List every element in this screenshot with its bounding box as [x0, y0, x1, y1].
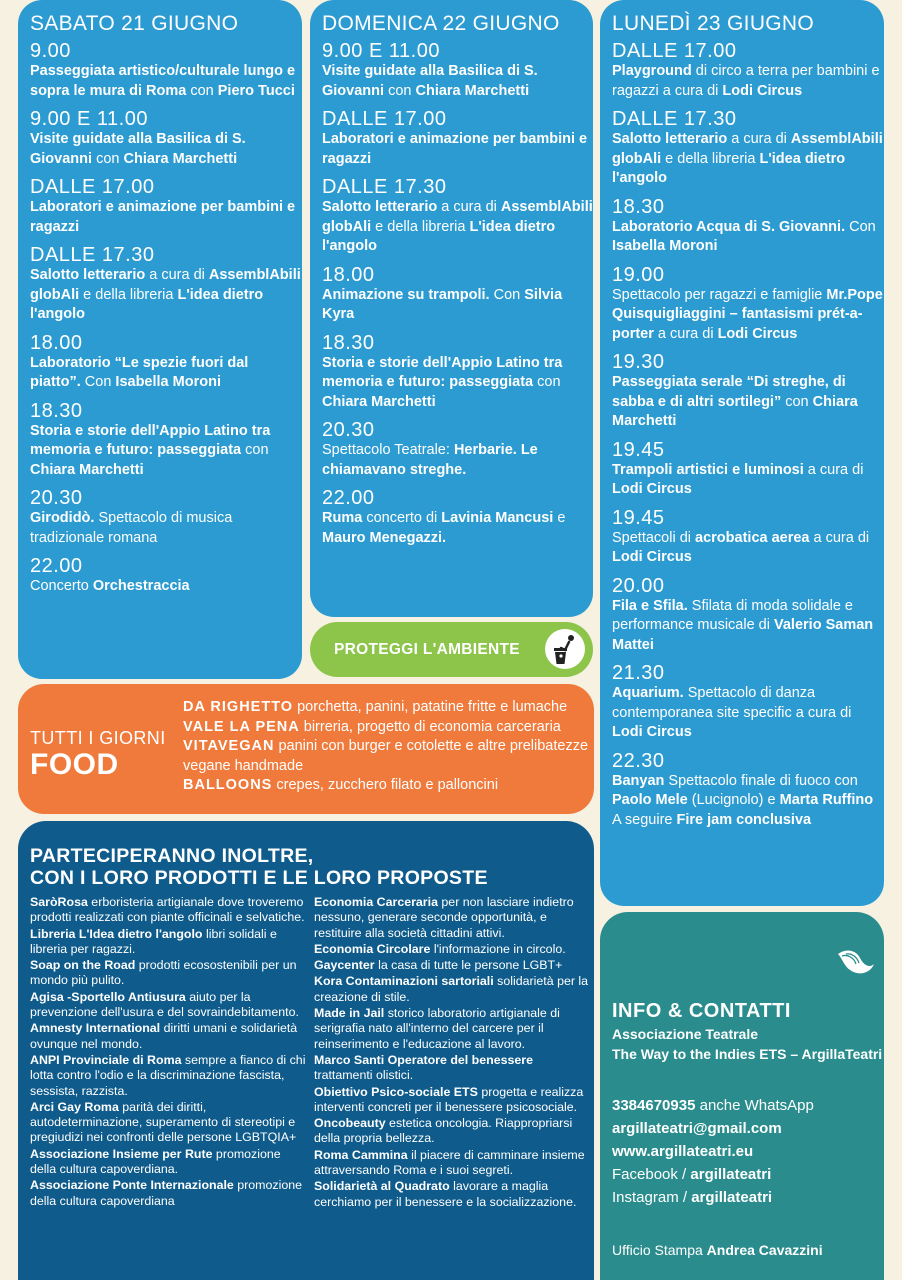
food-item: DA RIGHETTO porchetta, panini, patatine fritte e lumache	[183, 699, 568, 715]
event-time: 9.00 E 11.00	[30, 108, 148, 130]
event-item	[30, 108, 302, 169]
event-time: 22.30	[612, 749, 665, 772]
participant-item: SaròRosa erboristeria artigianale dove troveremo prodotti realizzati con piante officinali e selvatiche.	[30, 895, 305, 925]
participant-item: Gaycenter la casa di tutte le persone LGBT+	[314, 958, 563, 973]
participant-item: Amnesty International diritti umani e solidarietà ovunque nel mondo.	[30, 1021, 298, 1051]
food-label: FOOD	[30, 748, 119, 781]
event-description: Visite guidate alla Basilica di S. Giovanni con Chiara Marchetti	[322, 63, 538, 99]
participant-item: Made in Jail storico laboratorio artigianale di serigrafia nato all'interno del carcere per il reinserimento e l'educazione al lavoro.	[314, 1006, 560, 1051]
event-time: DALLE 17.00	[322, 108, 447, 130]
event-item	[322, 176, 593, 257]
participants-title: PARTECIPERANNO INOLTRE, CON I LORO PRODOTTI E LE LORO PROPOSTE	[30, 845, 488, 889]
event-item	[612, 40, 884, 101]
day-title: SABATO 21 GIUGNO	[30, 12, 239, 35]
participant-item: Associazione Insieme per Rute promozione della cultura capoverdiana.	[30, 1146, 281, 1177]
event-list	[612, 40, 884, 830]
event-item	[612, 196, 884, 257]
event-time: 20.30	[30, 487, 83, 509]
participant-item: Oncobeauty estetica oncologia. Riappropriarsi della propria bellezza.	[314, 1116, 573, 1146]
food-panel	[18, 684, 594, 814]
participants-panel	[18, 821, 594, 1280]
food-item: VALE LA PENA birreria, progetto di economia carceraria	[183, 718, 561, 735]
event-time: 19.30	[612, 351, 665, 373]
instagram-link[interactable]: Instagram / argillateatri	[612, 1189, 773, 1206]
participant-item: Associazione Ponte Internazionale promozione della cultura capoverdiana	[30, 1178, 302, 1208]
event-item	[30, 487, 302, 548]
event-description: Laboratorio “Le spezie fuori dal piatto”. Con Isabella Moroni	[30, 354, 249, 390]
event-description: Ruma concerto di Lavinia Mancusi e Mauro Menegazzi.	[322, 510, 566, 546]
event-time: DALLE 17.30	[612, 108, 737, 130]
event-time: 19.00	[612, 263, 665, 286]
event-item	[612, 575, 884, 656]
website-link[interactable]: www.argillateatri.eu	[612, 1143, 754, 1160]
logo-icon	[836, 948, 876, 983]
event-time: DALLE 17.30	[30, 244, 155, 266]
facebook-link[interactable]: Facebook / argillateatri	[612, 1166, 772, 1183]
event-description: Playground di circo a terra per bambini e ragazzi a cura di Lodi Circus	[612, 63, 880, 99]
event-item	[30, 400, 302, 481]
participant-item: Economia Circolare l'informazione in circolo.	[314, 941, 566, 956]
event-description: Spettacolo Teatrale: Herbarie. Le chiamavano streghe.	[322, 442, 538, 478]
event-time: 18.30	[612, 195, 665, 218]
event-item	[30, 332, 302, 393]
event-description: Aquarium. Spettacolo di danza contemporanea site specific a cura di Lodi Circus	[612, 685, 852, 740]
event-description: Salotto letterario a cura di AssemblAbili globAli e della libreria L'idea dietro l'angolo	[30, 267, 301, 322]
participants-column	[30, 895, 310, 1210]
event-item	[612, 750, 884, 831]
food-list	[183, 698, 589, 796]
event-item	[322, 332, 593, 413]
event-time: 21.30	[612, 662, 665, 684]
event-item	[322, 419, 593, 480]
event-description: Salotto letterario a cura di AssemblAbili globAli e della libreria L'idea dietro l'angolo	[612, 131, 883, 186]
event-time: 9.00	[30, 40, 71, 62]
event-description: Concerto Orchestraccia	[30, 578, 190, 594]
participant-item: Arci Gay Roma parità dei diritti, autodeterminazione, superamento di stereotipi e pregiudizi nei confronti delle persone LGBTQIA+	[30, 1099, 297, 1145]
participant-item: Agisa -Sportello Antiusura aiuto per la prevenzione dell'usura e del sovraindebitamento.	[30, 989, 299, 1020]
event-item	[322, 40, 593, 101]
participant-item: Obiettivo Psico-sociale ETS progetta e realizza interventi concreti per il benessere psicosociale.	[314, 1084, 584, 1114]
food-label-everyday: TUTTI I GIORNI	[30, 728, 166, 748]
event-description: Storia e storie dell'Appio Latino tra memoria e futuro: passeggiata con Chiara Marchetti	[30, 422, 271, 478]
food-item: BALLOONS crepes, zucchero filato e palloncini	[183, 777, 499, 793]
press-office: Ufficio Stampa Andrea Cavazzini	[612, 1242, 823, 1258]
participants-column	[314, 895, 592, 1211]
event-time: 19.45	[612, 438, 665, 461]
participant-item: Marco Santi Operatore del benessere trattamenti olistici.	[314, 1052, 533, 1083]
event-list	[30, 40, 302, 597]
event-description: Passeggiata serale “Di streghe, di sabba e di altri sortilegi” con Chiara Marchetti	[612, 374, 858, 429]
event-description: Passeggiata artistico/culturale lungo e sopra le mura di Roma con Piero Tucci	[30, 63, 296, 99]
day-title: DOMENICA 22 GIUGNO	[322, 12, 560, 35]
event-item	[30, 40, 302, 101]
participant-item: Roma Cammina il piacere di camminare insieme attraversando Roma e i suoi segreti.	[314, 1147, 585, 1178]
event-time: 18.00	[322, 263, 375, 286]
info-title: INFO & CONTATTI	[612, 1000, 791, 1022]
event-description: Storia e storie dell'Appio Latino tra memoria e futuro: passeggiata con Chiara Marchetti	[322, 354, 563, 410]
event-description: Animazione su trampoli. Con Silvia Kyra	[322, 286, 563, 322]
event-item	[612, 108, 884, 189]
event-item	[30, 244, 302, 325]
info-panel	[600, 912, 884, 1280]
event-item	[612, 439, 884, 500]
day-panel-saturday	[18, 0, 302, 679]
event-item	[30, 176, 302, 237]
event-time: DALLE 17.00	[612, 40, 737, 62]
event-description: Visite guidate alla Basilica di S. Giovanni con Chiara Marchetti	[30, 131, 246, 167]
event-description: Trampoli artistici e luminosi a cura di Lodi Circus	[612, 461, 864, 497]
event-description: Fila e Sfila. Sfilata di moda solidale e performance musicale di Valerio Saman Mattei	[612, 597, 874, 653]
event-item	[322, 487, 593, 548]
event-description: Salotto letterario a cura di AssemblAbili globAli e della libreria L'idea dietro l'angolo	[322, 199, 593, 254]
event-item	[322, 264, 593, 325]
participant-item: Economia Carceraria per non lasciare indietro nessuno, generare seconde opportunità, e restituire alla società cittadini attivi.	[314, 895, 574, 940]
event-time: 18.00	[30, 331, 83, 354]
participant-item: Soap on the Road prodotti ecosostenibili per un mondo più pulito.	[30, 958, 297, 988]
phone[interactable]: 3384670935 anche WhatsApp	[612, 1097, 814, 1114]
day-panel-sunday	[310, 0, 593, 617]
environment-label: PROTEGGI L'AMBIENTE	[334, 641, 520, 658]
organization: Associazione Teatrale The Way to the Indies ETS – ArgillaTeatri	[612, 1026, 883, 1062]
event-time: 22.00	[30, 555, 83, 577]
event-time: 20.00	[612, 574, 665, 597]
environment-banner	[310, 622, 593, 677]
event-description: Laboratorio Acqua di S. Giovanni. Con Isabella Moroni	[612, 218, 876, 254]
event-list	[322, 40, 593, 548]
event-item	[30, 555, 302, 597]
event-description: Banyan Spettacolo finale di fuoco con Paolo Mele (Lucignolo) e Marta Ruffino A seguire Fire jam conclusiva	[612, 772, 874, 828]
event-description: Laboratori e animazione per bambini e ragazzi	[322, 131, 588, 167]
event-item	[322, 108, 593, 169]
event-item	[612, 662, 884, 743]
event-description: Spettacoli di acrobatica aerea a cura di Lodi Circus	[612, 529, 870, 565]
event-time: 20.30	[322, 419, 375, 441]
event-time: 18.30	[30, 399, 83, 422]
event-item	[612, 264, 884, 345]
event-description: Girodidò. Spettacolo di musica tradizionale romana	[30, 510, 233, 546]
participant-item: Solidarietà al Quadrato lavorare a maglia cerchiamo per il benessere e la socializzazione.	[314, 1179, 577, 1209]
day-panel-monday	[600, 0, 884, 906]
participant-item: ANPI Provinciale di Roma sempre a fianco di chi lotta contro l'odio e la discriminazione fascista, sessista, razzista.	[30, 1052, 306, 1098]
event-item	[612, 351, 884, 432]
event-description: Spettacolo per ragazzi e famiglie Mr.Pope Quisquigliaggini – fantasismi prét-a-porter a cura di Lodi Circus	[612, 286, 883, 342]
event-time: DALLE 17.00	[30, 176, 155, 198]
contacts	[612, 1094, 814, 1209]
event-time: 22.00	[322, 487, 375, 509]
email-link[interactable]: argillateatri@gmail.com	[612, 1120, 782, 1137]
event-time: 18.30	[322, 331, 375, 354]
event-description: Laboratori e animazione per bambini e ragazzi	[30, 199, 296, 235]
recycle-bin-icon	[545, 629, 585, 669]
food-item: VITAVEGAN panini con burger e cotolette e altre prelibatezze vegane handmade	[183, 738, 589, 774]
event-time: DALLE 17.30	[322, 176, 447, 198]
participant-item: Libreria L'Idea dietro l'angolo libri solidali e libreria per ragazzi.	[30, 926, 277, 956]
participant-item: Kora Contaminazioni sartoriali solidarietà per la creazione di stile.	[314, 974, 589, 1004]
event-time: 9.00 E 11.00	[322, 40, 440, 62]
event-item	[612, 507, 884, 568]
day-title: LUNEDÌ 23 GIUGNO	[612, 12, 815, 35]
event-time: 19.45	[612, 506, 665, 529]
